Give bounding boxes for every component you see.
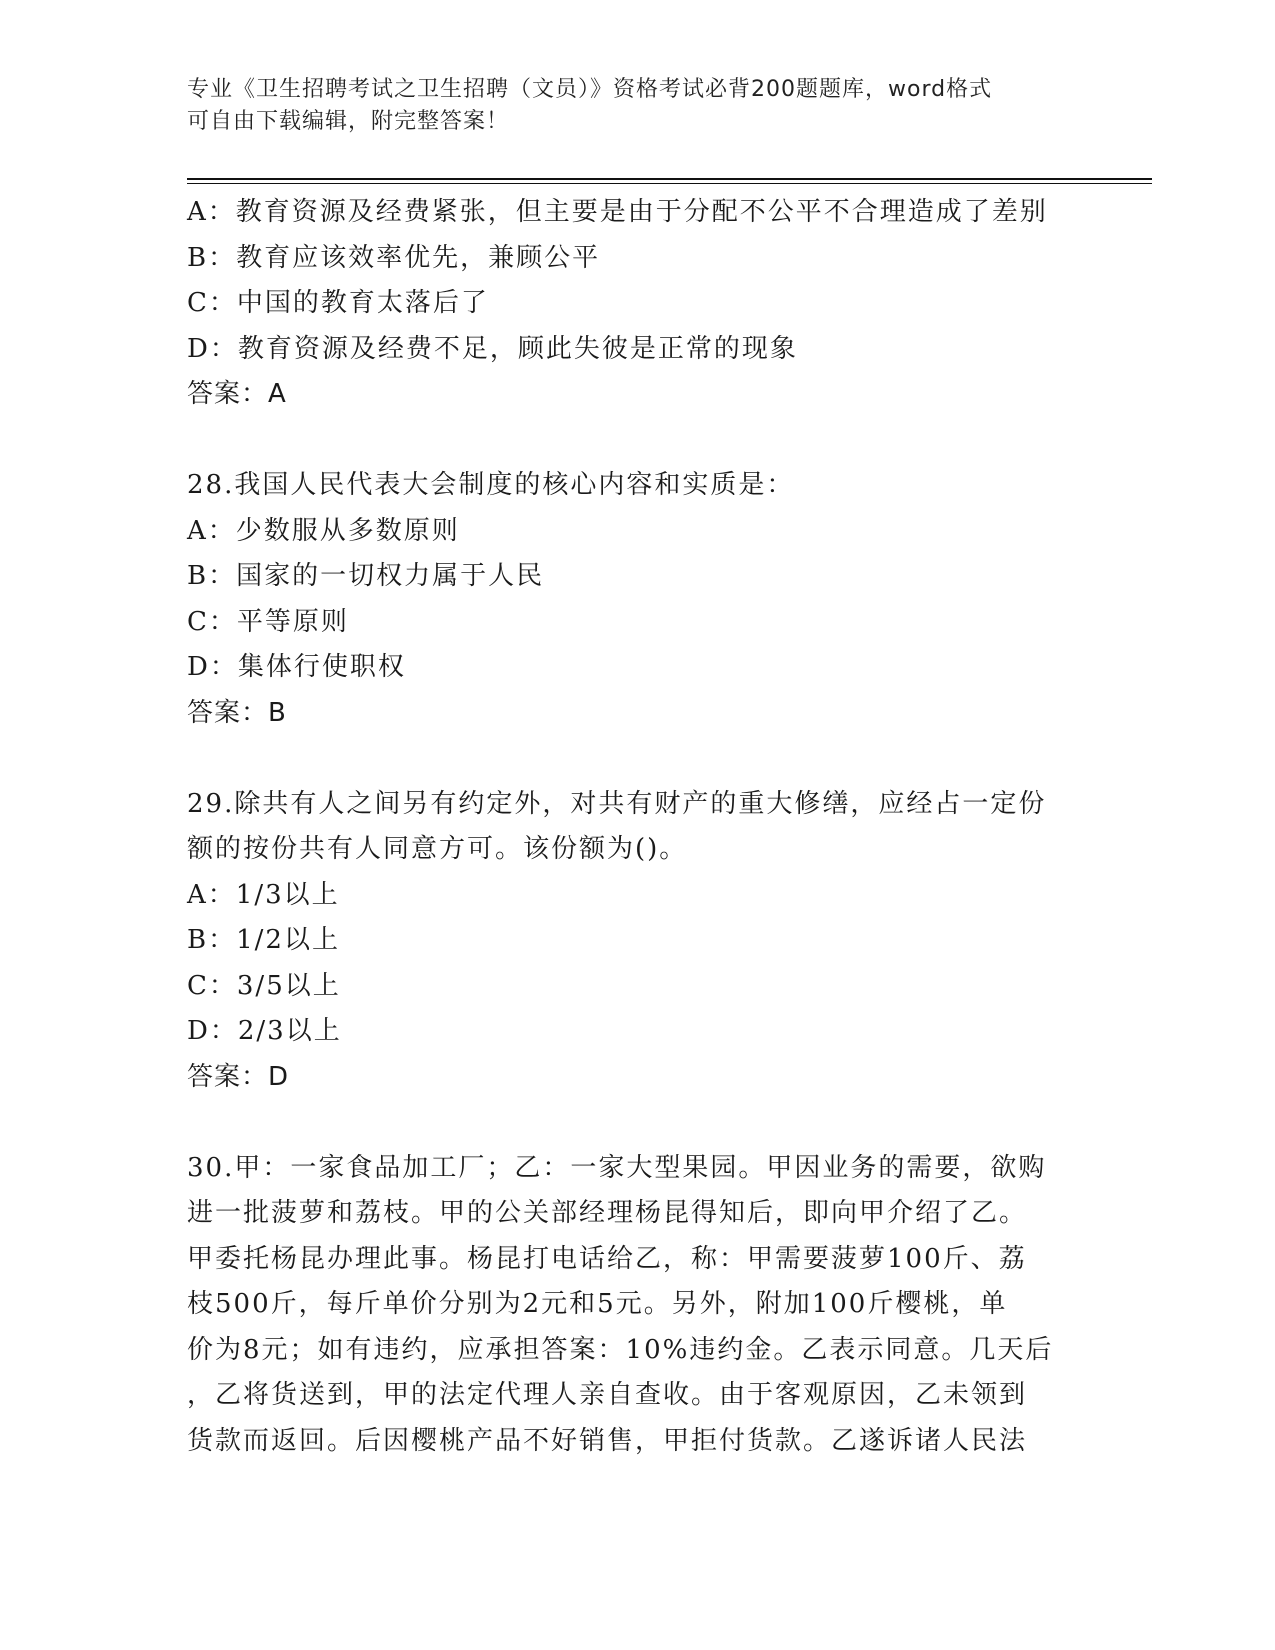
question-stem: 28.我国人民代表大会制度的核心内容和实质是： bbox=[187, 470, 795, 500]
question-29 bbox=[187, 782, 1087, 1101]
question-stem-line-6: ，乙将货送到，甲的法定代理人亲自查收。由于客观原因，乙未领到 bbox=[187, 1380, 1028, 1410]
header-title-line-1: 专业《卫生招聘考试之卫生招聘（文员）》资格考试必背200题题库，word格式 bbox=[187, 77, 993, 102]
answer-line: 答案：B bbox=[187, 697, 287, 728]
question-stem-line-2: 额的按份共有人同意方可。该份额为()。 bbox=[187, 834, 688, 864]
question-stem-line-1: 30.甲：一家食品加工厂；乙：一家大型果园。甲因业务的需要，欲购 bbox=[187, 1152, 1047, 1183]
option-d: D：教育资源及经费不足，顾此失彼是正常的现象 bbox=[187, 333, 798, 364]
option-d: D：集体行使职权 bbox=[187, 652, 406, 682]
option-c: C：平等原则 bbox=[187, 606, 349, 637]
header-divider-thick bbox=[187, 178, 1152, 180]
question-28 bbox=[187, 463, 1087, 736]
option-a: A：1/3以上 bbox=[187, 879, 340, 910]
question-27-continued bbox=[187, 190, 1087, 418]
header-divider-thin bbox=[187, 183, 1152, 184]
option-c: C：中国的教育太落后了 bbox=[187, 288, 489, 318]
question-stem-line-4: 枝500斤，每斤单价分别为2元和5元。另外，附加100斤樱桃，单 bbox=[187, 1289, 1008, 1319]
question-stem-line-3: 甲委托杨昆办理此事。杨昆打电话给乙，称：甲需要菠萝100斤、荔 bbox=[187, 1243, 1027, 1274]
option-b: B：教育应该效率优先，兼顾公平 bbox=[187, 242, 601, 273]
answer-line: 答案：D bbox=[187, 1061, 290, 1092]
question-spacer bbox=[187, 736, 1087, 782]
option-b: B：国家的一切权力属于人民 bbox=[187, 561, 545, 591]
question-stem-line-1: 29.除共有人之间另有约定外，对共有财产的重大修缮，应经占一定份 bbox=[187, 788, 1047, 819]
answer-line: 答案：A bbox=[187, 379, 287, 409]
question-list bbox=[187, 190, 1087, 1464]
option-c: C：3/5以上 bbox=[187, 970, 341, 1001]
question-stem-line-5: 价为8元；如有违约，应承担答案：10%违约金。乙表示同意。几天后 bbox=[187, 1334, 1054, 1365]
option-b: B：1/2以上 bbox=[187, 925, 340, 955]
question-30 bbox=[187, 1146, 1087, 1465]
question-stem-line-7: 货款而返回。后因樱桃产品不好销售，甲拒付货款。乙遂诉诸人民法 bbox=[187, 1425, 1028, 1456]
document-header bbox=[187, 74, 1067, 138]
option-a: A：少数服从多数原则 bbox=[187, 515, 460, 546]
question-spacer bbox=[187, 1100, 1087, 1146]
question-stem-line-2: 进一批菠萝和荔枝。甲的公关部经理杨昆得知后，即向甲介绍了乙。 bbox=[187, 1198, 1028, 1228]
header-title-line-2: 可自由下载编辑，附完整答案！ bbox=[187, 109, 510, 134]
question-spacer bbox=[187, 418, 1087, 464]
option-a: A：教育资源及经费紧张，但主要是由于分配不公平不合理造成了差别 bbox=[187, 197, 1048, 227]
option-d: D：2/3以上 bbox=[187, 1016, 342, 1046]
